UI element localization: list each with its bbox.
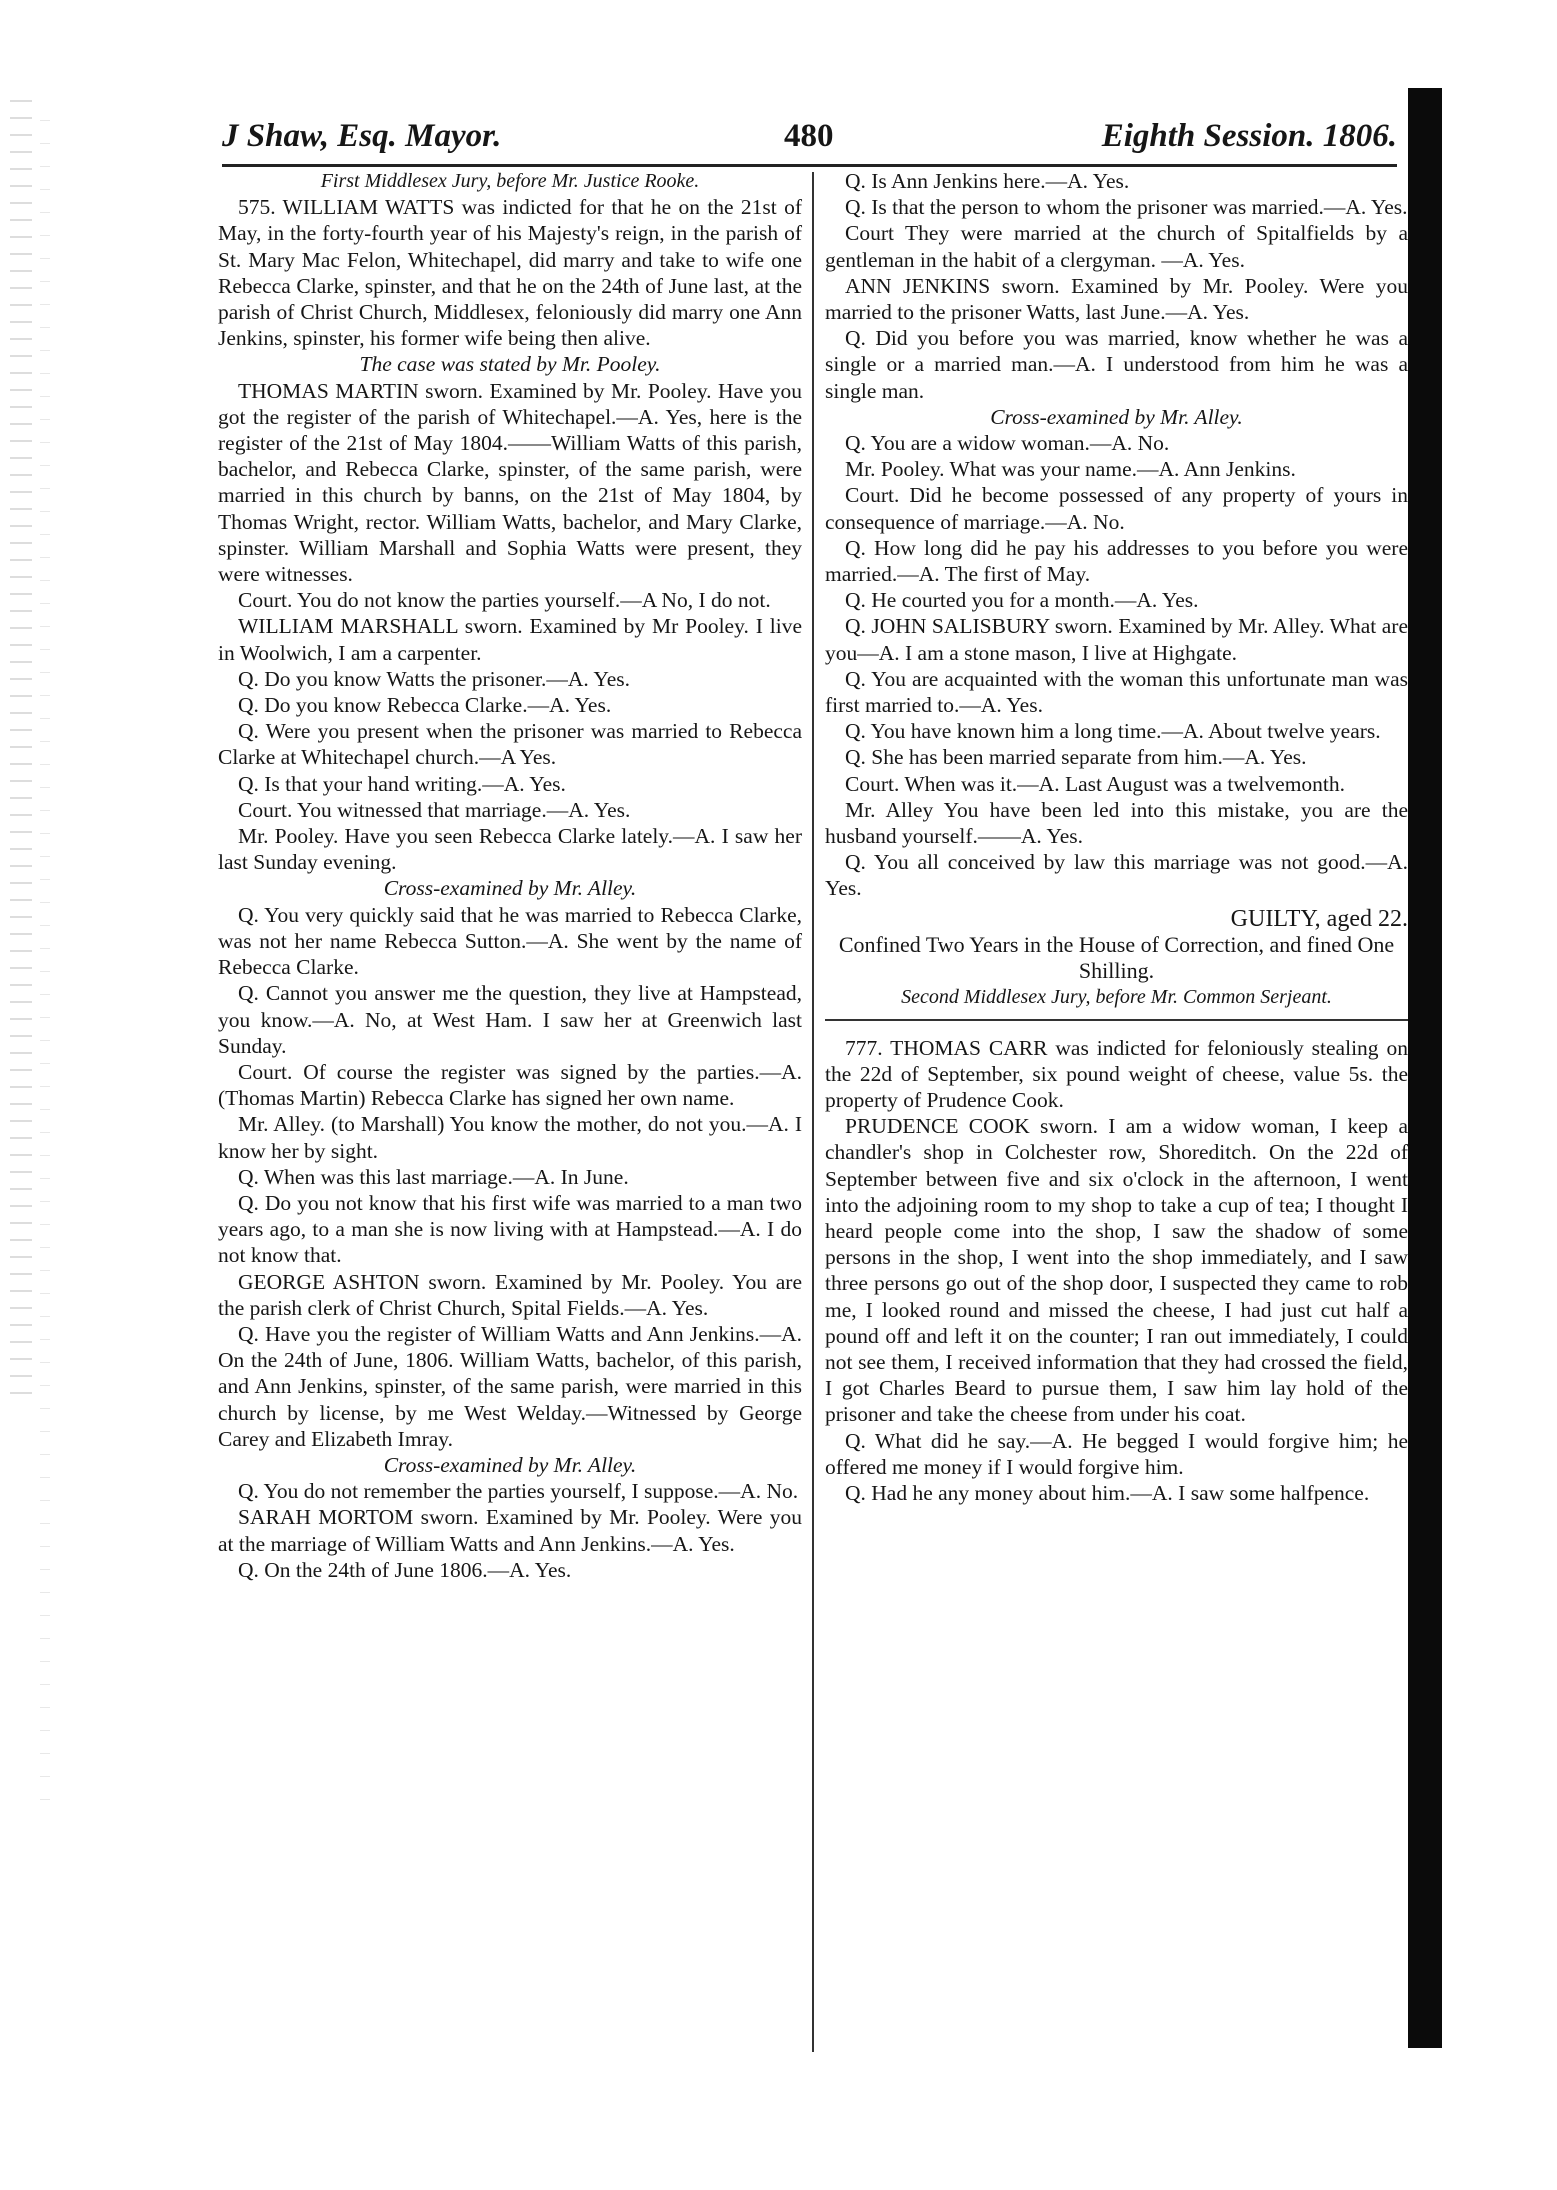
text-paragraph: Court. When was it.—A. Last August was a twelvemonth. (845, 771, 1346, 796)
running-header (222, 112, 1397, 166)
text-paragraph: Q. Is Ann Jenkins here.—A. Yes. (845, 169, 1130, 193)
text-paragraph: Q. Do you not know that his first wife was married to a man two years ago, to a man she is now living with at Hampstead.—A. I do not know that. (218, 1190, 802, 1268)
text-paragraph: Q. JOHN SALISBURY sworn. Examined by Mr. Alley. What are you—A. I am a stone mason, I live at Highgate. (825, 614, 1408, 665)
text-paragraph: Q. You are a widow woman.—A. No. (845, 431, 1170, 456)
scan-edge-shadow (1408, 88, 1442, 2048)
text-paragraph: Q. Is that the person to whom the prisoner was married.—A. Yes. (845, 195, 1408, 220)
text-paragraph: Mr. Alley You have been led into this mistake, you are the husband yourself.——A. Yes. (825, 797, 1408, 849)
column-divider (812, 172, 814, 2052)
text-paragraph: Court. You do not know the parties yourself.—A No, I do not. (238, 588, 771, 613)
text-paragraph: Court. Did he become possessed of any property of yours in consequence of marriage.—A. No. (825, 483, 1408, 534)
text-paragraph: Q. Do you know Rebecca Clarke.—A. Yes. (238, 693, 612, 718)
jury-caption: First Middlesex Jury, before Mr. Justice Rooke. (320, 170, 700, 192)
text-paragraph: Court They were married at the church of Spitalfields by a gentleman in the habit of a clergyman. —A. Yes. (825, 221, 1408, 272)
section-heading: Cross-examined by Mr. Alley. (990, 404, 1243, 429)
text-paragraph: Q. You very quickly said that he was married to Rebecca Clarke, was not her name Rebecca Sutton.—A. She went by the name of Rebecca Clarke. (218, 902, 802, 980)
text-paragraph: Q. You are acquainted with the woman this unfortunate man was first married to.—A. Yes. (825, 666, 1408, 718)
text-paragraph: Q. Do you know Watts the prisoner.—A. Yes. (238, 666, 631, 691)
scan-margin-speckle (10, 100, 32, 1400)
verdict-line: GUILTY, aged 22. (1230, 905, 1408, 932)
header-rule (222, 164, 1397, 167)
section-heading: The case was stated by Mr. Pooley. (359, 352, 661, 377)
header-session: Eighth Session. 1806. (1101, 118, 1397, 154)
text-paragraph: SARAH MORTOM sworn. Examined by Mr. Pooley. Were you at the marriage of William Watts and Ann Jenkins.—A. Yes. (218, 1505, 802, 1556)
text-paragraph: Q. Cannot you answer me the question, they live at Hampstead, you know.—A. No, at West Ham. I saw her at Greenwich last Sunday. (218, 981, 802, 1058)
text-paragraph: Q. Did you before you was married, know whether he was a single or a married man.—A. I understood from him he was a single man. (825, 326, 1408, 403)
text-paragraph: PRUDENCE COOK sworn. I am a widow woman, I keep a chandler's shop in Colchester row, Shoreditch. On the 22d of September between five and six o'clock in the afternoon, I went into the adjoining room to my shop to take a cup of tea; I thought I heard people come into the shop, I saw the shadow of some persons in the shop, I went into the shop immediately, and I saw three persons go out of the shop door, I suspected they came to rob me, I looked round and missed the cheese, I had just cut half a pound off and left it on the counter; I ran out immediately, I could not see them, I received information that they had crossed the field, I got Charles Beard to pursue them, I saw him lay hold of the prisoner and take the cheese from under his coat. (825, 1114, 1408, 1427)
text-paragraph: Q. Is that your hand writing.—A. Yes. (238, 771, 566, 796)
text-paragraph: WILLIAM MARSHALL sworn. Examined by Mr Pooley. I live in Woolwich, I am a carpenter. (218, 614, 802, 665)
text-paragraph: Q. He courted you for a month.—A. Yes. (845, 588, 1199, 613)
case-separator-rule (825, 1019, 1408, 1021)
text-paragraph: Q. When was this last marriage.—A. In June. (238, 1164, 629, 1189)
text-paragraph: Mr. Pooley. What was your name.—A. Ann Jenkins. (845, 457, 1296, 482)
text-paragraph: Q. She has been married separate from him.—A. Yes. (845, 745, 1307, 770)
scan-margin-speckle (40, 120, 50, 1820)
text-paragraph: Mr. Pooley. Have you seen Rebecca Clarke lately.—A. I saw her last Sunday evening. (218, 824, 802, 875)
text-paragraph: Court. Of course the register was signed by the parties.—A. (Thomas Martin) Rebecca Clarke has signed her own name. (218, 1059, 802, 1111)
text-paragraph: 777. THOMAS CARR was indicted for feloniously stealing on the 22d of September, six pound weight of cheese, value 5s. the property of Prudence Cook. (825, 1035, 1408, 1112)
text-paragraph: GEORGE ASHTON sworn. Examined by Mr. Pooley. You are the parish clerk of Christ Church, Spital Fields.—A. Yes. (218, 1269, 802, 1320)
text-paragraph: Court. You witnessed that marriage.—A. Yes. (238, 797, 631, 822)
text-paragraph: Q. Have you the register of William Watts and Ann Jenkins.—A. On the 24th of June, 1806. William Watts, bachelor, of this parish, and Ann Jenkins, spinster, of the same parish, were married in this church by license, by me West Welday.—Witnessed by George Carey and Elizabeth Imray. (218, 1321, 802, 1451)
text-paragraph: Q. Were you present when the prisoner was married to Rebecca Clarke at Whitechapel church.—A Yes. (218, 719, 802, 770)
right-column (825, 168, 1408, 2050)
page-number: 480 (784, 118, 834, 154)
text-paragraph: Q. You all conceived by law this marriage was not good.—A. Yes. (825, 850, 1408, 901)
text-paragraph: THOMAS MARTIN sworn. Examined by Mr. Pooley. Have you got the register of the parish of Whitechapel.—A. Yes, here is the register of the 21st of May 1804.——William Watts of this parish, bachelor, and Rebecca Clarke, spinster, of the same parish, were married in this church by banns, on the 21st of May 1804, by Thomas Wright, rector. William Watts, bachelor, and Mary Clarke, spinster. William Marshall and Sophia Watts were present, they were witnesses. (218, 378, 802, 587)
text-paragraph: Q. On the 24th of June 1806.—A. Yes. (238, 1557, 572, 1582)
text-paragraph: 575. WILLIAM WATTS was indicted for that he on the 21st of May, in the forty-fourth year of his Majesty's reign, in the parish of St. Mary Mac Felon, Whitechapel, did marry and take to wife one Rebecca Clarke, spinster, and that he on the 24th of June last, at the parish of Christ Church, Middlesex, feloniously did marry one Ann Jenkins, spinster, his former wife being then alive. (218, 195, 802, 351)
text-paragraph: Q. You do not remember the parties yourself, I suppose.—A. No. (238, 1479, 799, 1504)
jury-caption: Second Middlesex Jury, before Mr. Common Serjeant. (901, 986, 1332, 1009)
text-paragraph: Q. Had he any money about him.—A. I saw some halfpence. (845, 1480, 1370, 1505)
section-heading: Cross-examined by Mr. Alley. (383, 876, 637, 901)
text-paragraph: Q. How long did he pay his addresses to you before you were married.—A. The first of May. (825, 535, 1408, 587)
header-mayor: J Shaw, Esq. Mayor. (222, 118, 502, 154)
text-paragraph: Q. You have known him a long time.—A. About twelve years. (845, 719, 1381, 744)
section-heading: Cross-examined by Mr. Alley. (383, 1452, 637, 1477)
text-paragraph: Mr. Alley. (to Marshall) You know the mother, do not you.—A. I know her by sight. (218, 1112, 802, 1163)
left-column (218, 168, 802, 2050)
sentence-line: Confined Two Years in the House of Correction, and fined One Shilling. (838, 931, 1395, 984)
text-paragraph: ANN JENKINS sworn. Examined by Mr. Pooley. Were you married to the prisoner Watts, last June.—A. Yes. (825, 273, 1408, 325)
text-paragraph: Q. What did he say.—A. He begged I would forgive him; he offered me money if I would forgive him. (825, 1428, 1408, 1479)
